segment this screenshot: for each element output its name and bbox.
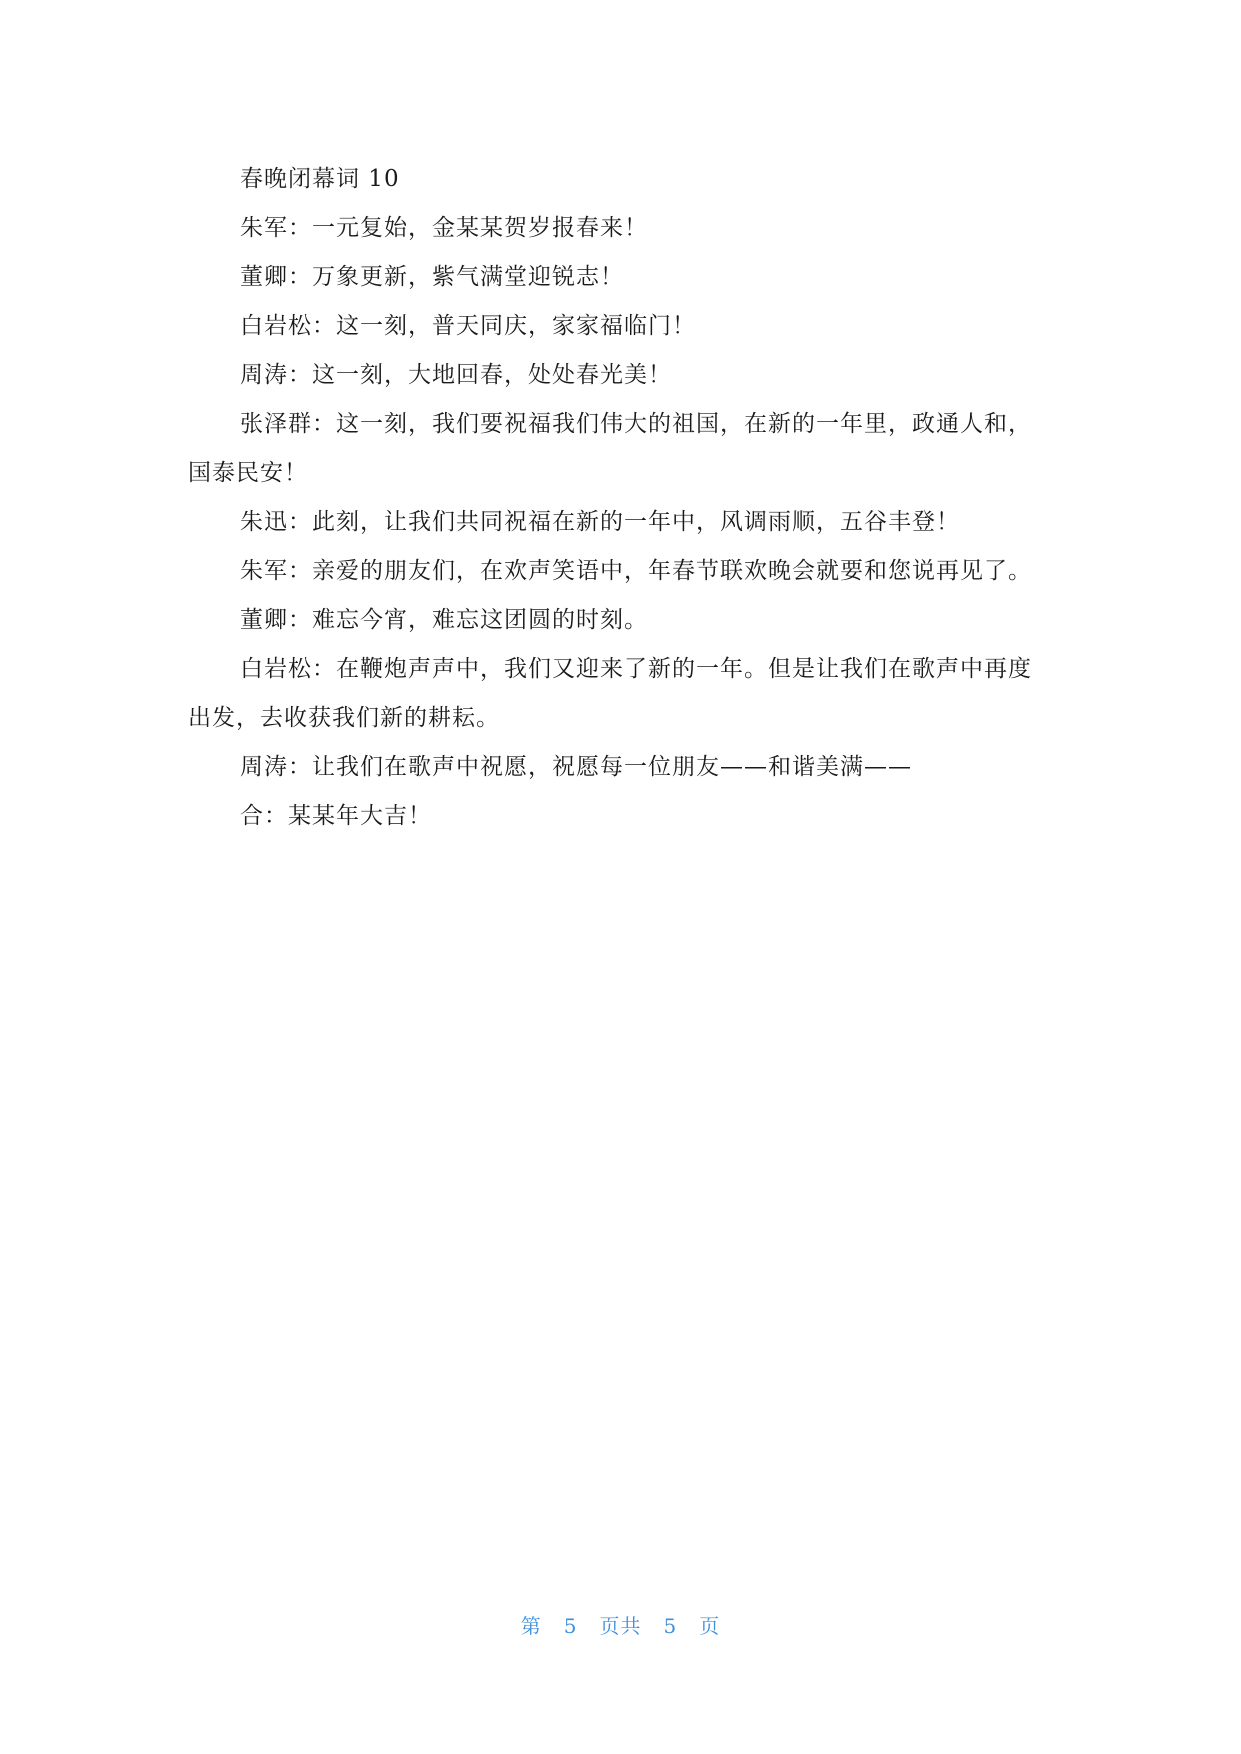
paragraph: 朱迅：此刻，让我们共同祝福在新的一年中，风调雨顺，五谷丰登！ [240, 509, 960, 535]
current-page-number: 5 [563, 1614, 578, 1638]
page-footer [0, 1610, 1241, 1639]
total-pages-number: 5 [663, 1614, 678, 1638]
paragraph: 周涛：这一刻，大地回春，处处春光美！ [240, 362, 672, 388]
paragraph: 朱军：一元复始，金某某贺岁报春来！ [240, 215, 648, 241]
paragraph: 白岩松：在鞭炮声声中，我们又迎来了新的一年。但是让我们在歌声中再度出发，去收获我们新的耕耘。 [188, 656, 1032, 731]
paragraph: 张泽群：这一刻，我们要祝福我们伟大的祖国，在新的一年里，政通人和，国泰民安！ [188, 411, 1032, 486]
document-title: 春晚闭幕词 10 [240, 166, 400, 192]
paragraph: 董卿：万象更新，紫气满堂迎锐志！ [240, 264, 624, 290]
paragraph: 周涛：让我们在歌声中祝愿，祝愿每一位朋友——和谐美满—— [240, 754, 912, 780]
paragraph: 朱军：亲爱的朋友们，在欢声笑语中，年春节联欢晚会就要和您说再见了。 [240, 558, 1032, 584]
paragraph: 白岩松：这一刻，普天同庆，家家福临门！ [240, 313, 696, 339]
page-number-suffix: 页 [699, 1614, 721, 1638]
paragraph: 合：某某年大吉！ [240, 803, 432, 829]
page-number-prefix: 第 [520, 1614, 542, 1638]
page-number-mid: 页共 [599, 1614, 642, 1638]
paragraph: 董卿：难忘今宵，难忘这团圆的时刻。 [240, 607, 648, 633]
document-body [188, 155, 1036, 841]
